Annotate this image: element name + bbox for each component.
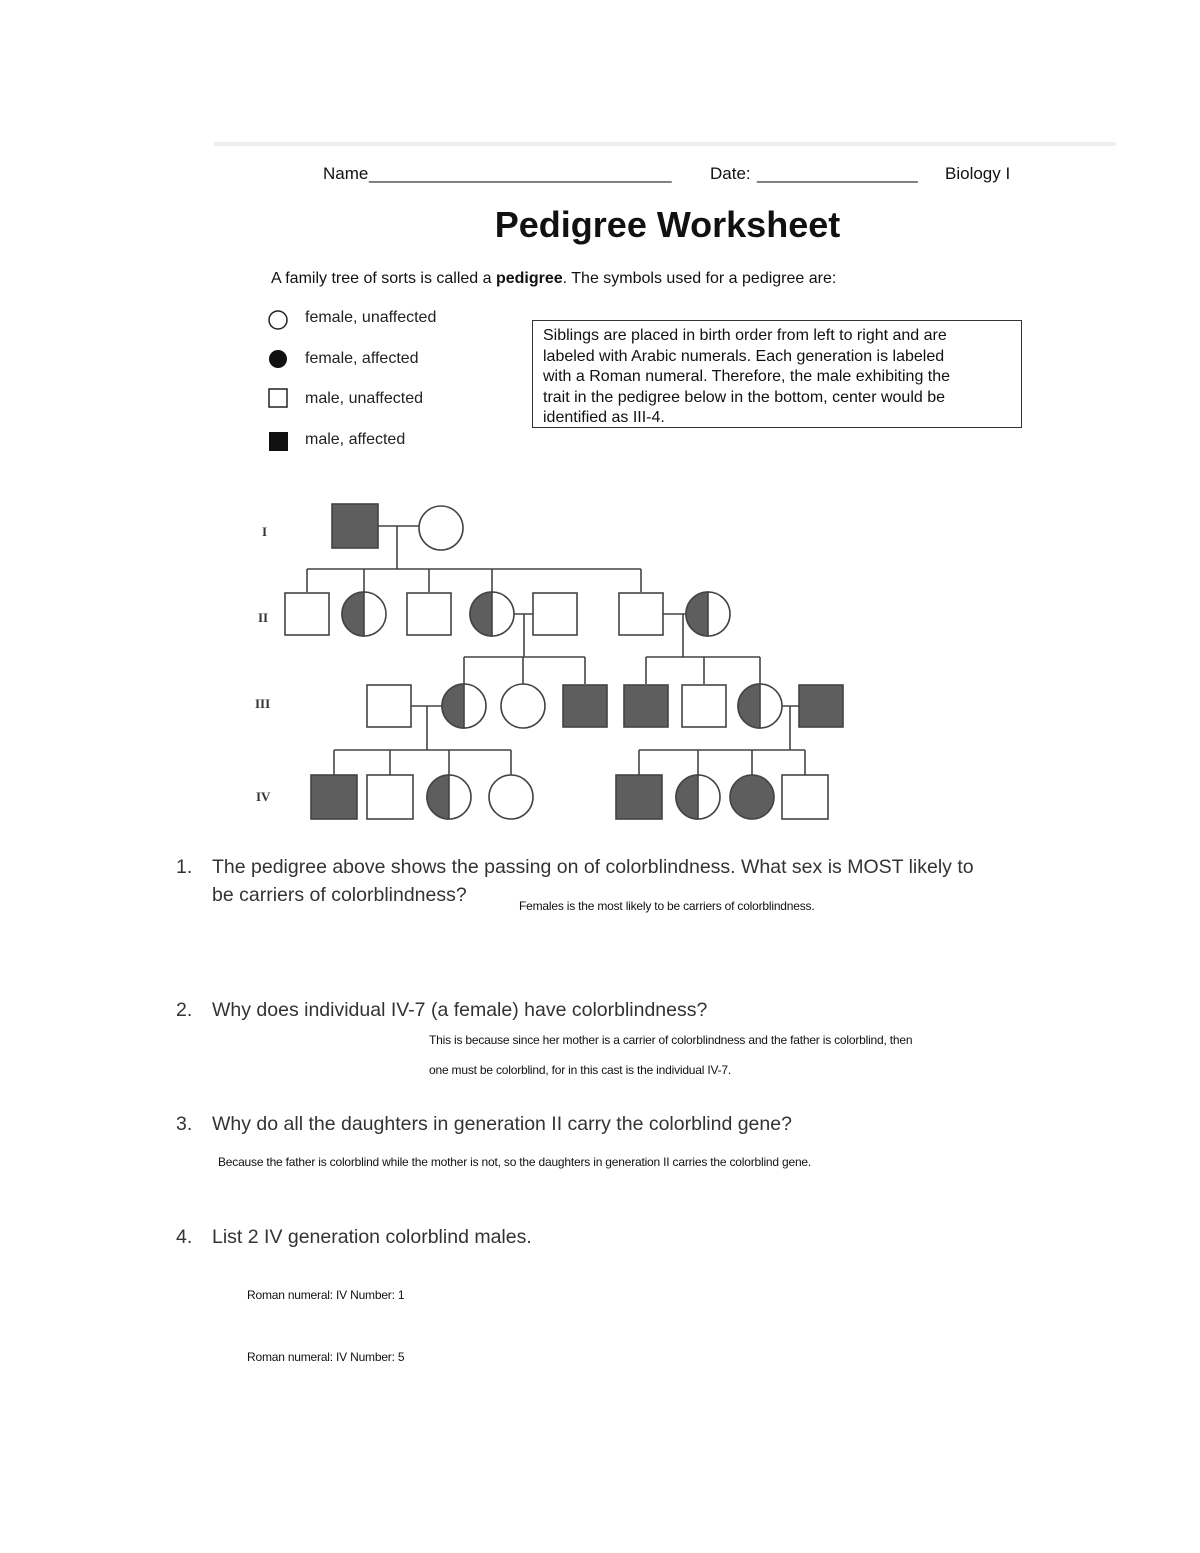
square-shape: [799, 685, 843, 727]
circle-filled-icon: [269, 350, 287, 368]
question-number: 2.: [176, 999, 193, 1021]
pedigree-lines: [307, 526, 805, 775]
generation-label-ii: II: [258, 610, 269, 625]
answer-3: Because the father is colorblind while the mother is not, so the daughters in generation II carries the colorblind gene.: [218, 1155, 812, 1169]
square-shape: [563, 685, 607, 727]
answer-4-item-1: Roman numeral: IV Number: 1: [247, 1288, 405, 1302]
individual-female-carrier-icon: [738, 684, 782, 728]
individual-male-unaffected-icon: [533, 593, 577, 635]
info-line: with a Roman numeral. Therefore, the male exhibiting the: [543, 368, 951, 385]
legend-label-male-unaffected: male, unaffected: [305, 390, 424, 407]
individual-female-carrier-icon: [442, 684, 486, 728]
individual-male-affected-icon: [311, 775, 357, 819]
individual-male-affected-icon: [332, 504, 378, 548]
info-line: labeled with Arabic numerals. Each generation is labeled: [543, 347, 945, 365]
individual-male-unaffected-icon: [285, 593, 329, 635]
question-number: 4.: [176, 1226, 193, 1248]
carrier-half-fill: [686, 592, 708, 636]
answer-2-line-2: one must be colorblind, for in this cast is the individual IV-7.: [429, 1063, 732, 1077]
square-shape: [682, 685, 726, 727]
individual-male-unaffected-icon: [367, 775, 413, 819]
circle-shape: [489, 775, 533, 819]
page-title: Pedigree Worksheet: [494, 204, 841, 245]
course-label: Biology I: [945, 164, 1011, 183]
question-text: The pedigree above shows the passing on of colorblindness. What sex is MOST likely to: [212, 856, 974, 878]
intro-bold-term: pedigree: [495, 270, 563, 287]
square-open-icon: [269, 389, 287, 407]
legend-label-female-affected: female, affected: [305, 350, 419, 367]
intro-text: [271, 270, 836, 288]
info-line: Siblings are placed in birth order from left to right and are: [543, 327, 947, 344]
square-shape: [782, 775, 828, 819]
individual-female-carrier-icon: [470, 592, 514, 636]
generation-label-iv: IV: [256, 789, 271, 804]
question-2: [176, 996, 1076, 1024]
legend-label-male-affected: male, affected: [305, 431, 406, 448]
individual-female-carrier-icon: [686, 592, 730, 636]
individual-male-affected-icon: [799, 685, 843, 727]
square-filled-icon: [269, 432, 288, 451]
square-shape: [624, 685, 668, 727]
intro-after: . The symbols used for a pedigree are:: [562, 270, 837, 287]
individual-female-carrier-icon: [427, 775, 471, 819]
date-blank: _________________: [757, 164, 918, 183]
question-text: Why do all the daughters in generation II carry the colorblind gene?: [212, 1113, 792, 1135]
info-line: trait in the pedigree below in the bottom, center would be: [543, 388, 946, 406]
intro-before: A family tree of sorts is called a: [271, 270, 496, 287]
circle-open-icon: [269, 311, 287, 329]
square-shape: [367, 685, 411, 727]
question-number: 1.: [176, 856, 193, 878]
square-shape: [367, 775, 413, 819]
legend-symbols: [262, 306, 296, 454]
square-shape: [311, 775, 357, 819]
individual-male-unaffected-icon: [682, 685, 726, 727]
square-shape: [332, 504, 378, 548]
square-shape: [285, 593, 329, 635]
question-3: [176, 1110, 1076, 1138]
individual-female-carrier-icon: [676, 775, 720, 819]
individual-female-unaffected-icon: [501, 684, 545, 728]
individual-female-affected-icon: [730, 775, 774, 819]
individual-male-unaffected-icon: [782, 775, 828, 819]
question-text: List 2 IV generation colorblind males.: [212, 1226, 532, 1248]
info-box: [532, 320, 1022, 428]
individual-male-affected-icon: [624, 685, 668, 727]
individual-female-carrier-icon: [342, 592, 386, 636]
date-label: Date:: [710, 164, 751, 183]
question-4: [176, 1223, 1076, 1251]
individual-male-unaffected-icon: [619, 593, 663, 635]
individual-male-affected-icon: [563, 685, 607, 727]
question-number: 3.: [176, 1113, 193, 1135]
carrier-half-fill: [442, 684, 464, 728]
pedigree-chart: [240, 490, 880, 830]
square-shape: [533, 593, 577, 635]
square-shape: [407, 593, 451, 635]
info-line: identified as III-4.: [543, 409, 665, 426]
circle-shape: [419, 506, 463, 550]
individual-female-unaffected-icon: [419, 506, 463, 550]
generation-label-i: I: [262, 524, 268, 539]
name-blank: ________________________________: [369, 164, 672, 183]
circle-shape: [501, 684, 545, 728]
question-text: be carriers of colorblindness?: [212, 884, 467, 906]
square-shape: [619, 593, 663, 635]
generation-label-iii: III: [255, 696, 271, 711]
circle-shape: [730, 775, 774, 819]
individual-male-unaffected-icon: [407, 593, 451, 635]
carrier-half-fill: [676, 775, 698, 819]
carrier-half-fill: [427, 775, 449, 819]
answer-2-line-1: This is because since her mother is a carrier of colorblindness and the father is colorblind, then: [429, 1033, 913, 1047]
top-divider: [214, 142, 1116, 146]
answer-4-item-2: Roman numeral: IV Number: 5: [247, 1350, 405, 1364]
carrier-half-fill: [738, 684, 760, 728]
individual-female-unaffected-icon: [489, 775, 533, 819]
individual-male-affected-icon: [616, 775, 662, 819]
carrier-half-fill: [342, 592, 364, 636]
legend-label-female-unaffected: female, unaffected: [305, 309, 437, 326]
question-text: Why does individual IV-7 (a female) have colorblindness?: [212, 999, 708, 1021]
square-shape: [616, 775, 662, 819]
name-label: Name: [323, 164, 369, 183]
carrier-half-fill: [470, 592, 492, 636]
individual-male-unaffected-icon: [367, 685, 411, 727]
answer-1: Females is the most likely to be carriers of colorblindness.: [519, 899, 815, 913]
